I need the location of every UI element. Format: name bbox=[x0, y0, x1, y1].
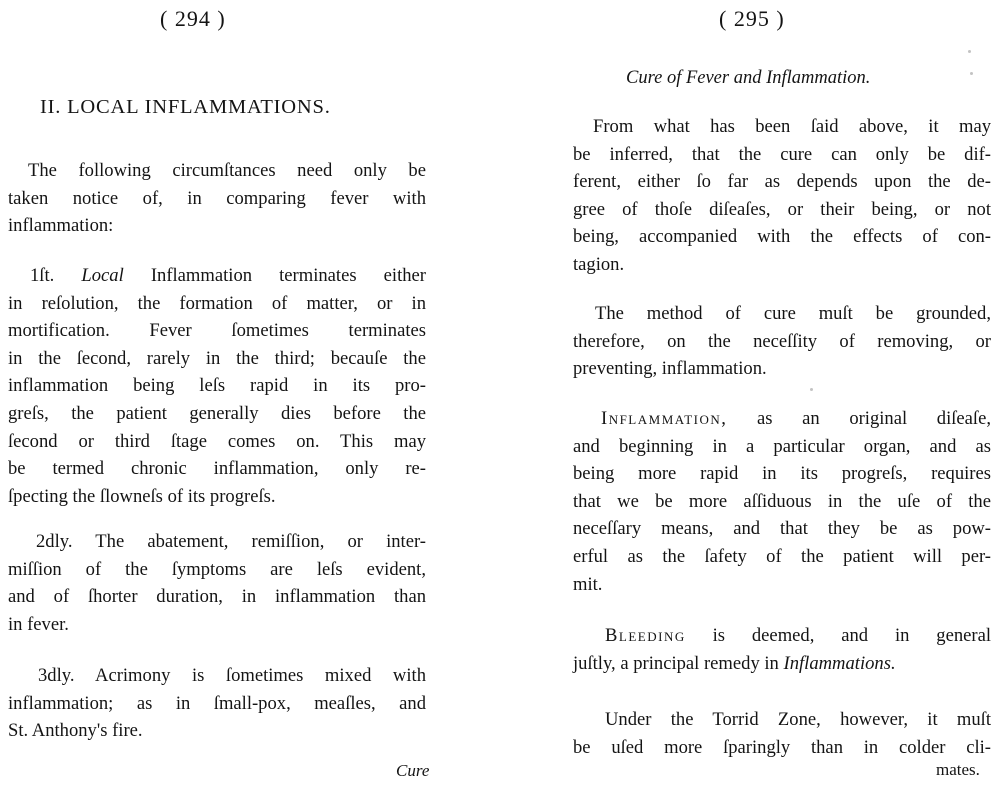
text-line: 3dly. Acrimony is ſometimes mixed with bbox=[38, 665, 426, 686]
text-line: erful as the ſafety of the patient will per- bbox=[573, 545, 991, 567]
text-line: ſpecting the ſlowneſs of its progreſs. bbox=[8, 485, 276, 507]
text-line: in reſolution, the formation of matter, or in bbox=[8, 292, 426, 314]
point-label: 1ſt. bbox=[30, 265, 55, 286]
paragraph-method bbox=[573, 300, 991, 383]
text-fragment: is deemed, and in general bbox=[712, 625, 992, 646]
text-line bbox=[605, 622, 991, 650]
text-fragment: juſtly, a principal remedy in bbox=[573, 652, 779, 674]
text-line bbox=[601, 405, 991, 433]
page-number: ( 294 ) bbox=[160, 6, 226, 31]
emphasis-local: Local bbox=[81, 265, 124, 286]
paragraph-torrid-zone bbox=[573, 706, 991, 761]
text-line: St. Anthony's fire. bbox=[8, 720, 143, 742]
paragraph-cure-intro bbox=[573, 113, 991, 279]
print-speck bbox=[968, 50, 971, 53]
paragraph-third-point bbox=[8, 662, 426, 745]
text-line bbox=[573, 650, 991, 678]
right-page bbox=[560, 0, 1000, 788]
page-number: ( 295 ) bbox=[719, 6, 785, 31]
left-page bbox=[0, 0, 445, 788]
text-line: neceſſary means, and that they be as pow- bbox=[573, 518, 991, 540]
text-line: The method of cure muſt be grounded, bbox=[595, 303, 991, 324]
text-line: be uſed more ſparingly than in colder cli- bbox=[573, 736, 991, 758]
smallcaps-term: Inflammation, bbox=[601, 408, 728, 429]
text-line: that we be more aſſiduous in the uſe of the bbox=[573, 490, 991, 512]
text-line: 2dly. The abatement, remiſſion, or inter- bbox=[36, 531, 426, 552]
text-line: ſecond or third ſtage comes on. This may bbox=[8, 430, 426, 452]
paragraph-first-point bbox=[8, 262, 426, 510]
text-line: being, accompanied with the effects of con- bbox=[573, 226, 991, 248]
text-line: therefore, on the neceſſity of removing, or bbox=[573, 330, 991, 352]
text-line bbox=[30, 262, 426, 290]
text-line: inflammation; as in ſmall-pox, meaſles, and bbox=[8, 692, 426, 714]
print-speck bbox=[810, 388, 813, 391]
paragraph-second-point bbox=[8, 528, 426, 638]
text-line: and of ſhorter duration, in inflammation than bbox=[8, 586, 426, 608]
emphasis-inflammations: Inflammations. bbox=[783, 652, 896, 674]
text-line: in fever. bbox=[8, 613, 69, 635]
text-line: mit. bbox=[573, 573, 603, 595]
text-fragment: as an original diſeaſe, bbox=[757, 408, 991, 429]
smallcaps-term: Bleeding bbox=[605, 625, 686, 646]
text-line: and beginning in a particular organ, and as bbox=[573, 435, 991, 457]
text-line: be termed chronic inflammation, only re- bbox=[8, 458, 426, 480]
text-line: From what has been ſaid above, it may bbox=[593, 116, 991, 137]
text-line: in the ſecond, rarely in the third; becauſe the bbox=[8, 347, 426, 369]
section-heading: II. LOCAL INFLAMMATIONS. bbox=[40, 96, 331, 118]
text-line: preventing, inflammation. bbox=[573, 358, 767, 380]
paragraph-bleeding bbox=[573, 622, 991, 677]
text-line: ferent, either ſo far as depends upon the de- bbox=[573, 171, 991, 193]
text-line: mortification. Fever ſometimes terminates bbox=[8, 320, 426, 342]
section-heading: Cure of Fever and Inflammation. bbox=[626, 68, 871, 88]
text-line: miſſion of the ſymptoms are leſs evident, bbox=[8, 558, 426, 580]
text-line: being more rapid in its progreſs, requires bbox=[573, 463, 991, 485]
text-line: greſs, the patient generally dies before the bbox=[8, 402, 426, 424]
print-speck bbox=[970, 72, 973, 75]
text-line: The following circumſtances need only be bbox=[28, 160, 426, 181]
text-line: taken notice of, in comparing fever with bbox=[8, 187, 426, 209]
catchword: Cure bbox=[396, 761, 430, 780]
text-line: Under the Torrid Zone, however, it muſt bbox=[605, 709, 991, 730]
text-fragment: Inflammation terminates either bbox=[150, 265, 426, 286]
paragraph-intro bbox=[8, 157, 426, 240]
paragraph-inflammation bbox=[573, 405, 991, 598]
catchword: mates. bbox=[936, 760, 980, 779]
text-line: inflammation: bbox=[8, 215, 114, 237]
text-line: be inferred, that the cure can only be dif- bbox=[573, 143, 991, 165]
text-line: inflammation being leſs rapid in its pro- bbox=[8, 375, 426, 397]
text-line: gree of thoſe diſeaſes, or their being, or not bbox=[573, 198, 991, 220]
text-line: tagion. bbox=[573, 253, 625, 275]
